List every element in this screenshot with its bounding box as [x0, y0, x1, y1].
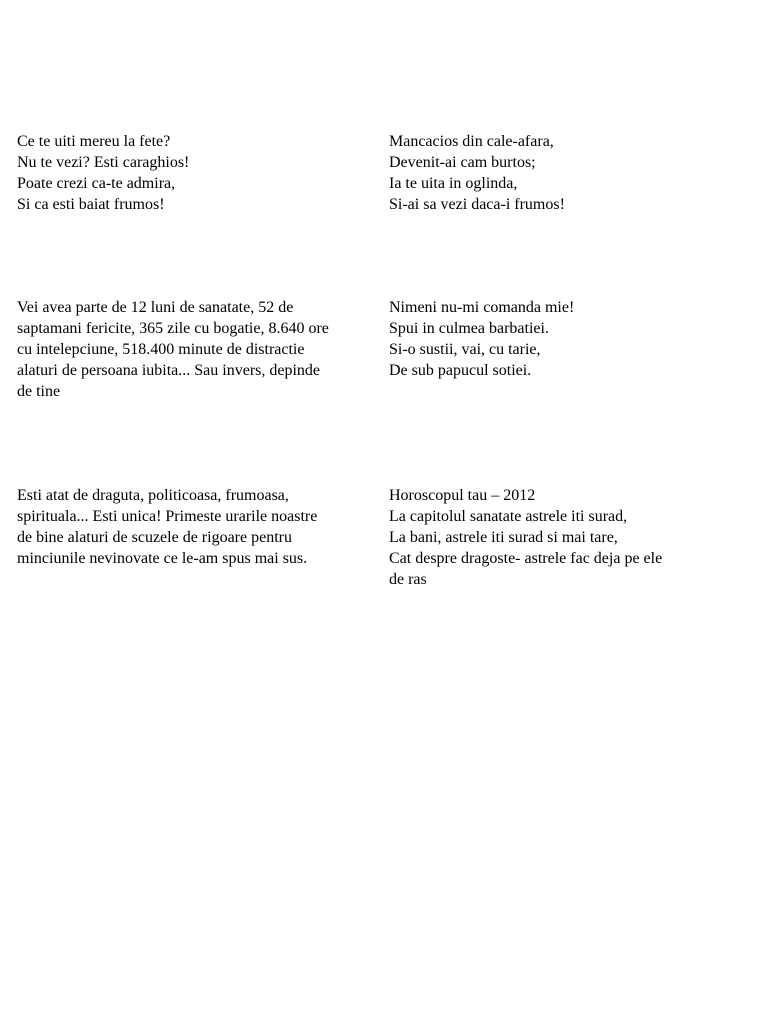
poem-card-4	[389, 297, 719, 381]
poem-card-4-line-3: Si-o sustii, vai, cu tarie,	[389, 341, 541, 358]
wish-card-5-line-2: spirituala... Esti unica! Primeste urarile noastre	[17, 508, 318, 525]
poem-card-1-line-1: Ce te uiti mereu la fete?	[17, 133, 171, 150]
poem-card-1-line-2: Nu te vezi? Esti caraghios!	[17, 154, 190, 171]
poem-card-4-line-2: Spui in culmea barbatiei.	[389, 320, 549, 337]
horoscope-card-6-line-1: Horoscopul tau – 2012	[389, 487, 536, 504]
wish-card-3-line-3: cu intelepciune, 518.400 minute de distractie	[17, 341, 305, 358]
poem-card-1	[17, 131, 377, 215]
horoscope-card-6-line-2: La capitolul sanatate astrele iti surad,	[389, 508, 628, 525]
poem-card-2	[389, 131, 719, 215]
wish-card-5-line-1: Esti atat de draguta, politicoasa, frumoasa,	[17, 487, 289, 504]
poem-card-1-line-3: Poate crezi ca-te admira,	[17, 175, 176, 192]
horoscope-card-6	[389, 485, 719, 590]
poem-card-4-line-4: De sub papucul sotiei.	[389, 362, 532, 379]
horoscope-card-6-line-4: Cat despre dragoste- astrele fac deja pe ele	[389, 550, 663, 567]
wish-card-3-line-5: de tine	[17, 383, 61, 400]
poem-card-2-line-4: Si-ai sa vezi daca-i frumos!	[389, 196, 565, 213]
wish-card-3	[17, 297, 377, 402]
poem-card-2-line-1: Mancacios din cale-afara,	[389, 133, 554, 150]
wish-card-5-line-3: de bine alaturi de scuzele de rigoare pentru	[17, 529, 292, 546]
poem-card-1-line-4: Si ca esti baiat frumos!	[17, 196, 165, 213]
poem-card-4-line-1: Nimeni nu-mi comanda mie!	[389, 299, 575, 316]
horoscope-card-6-line-5: de ras	[389, 571, 427, 588]
poem-card-2-line-3: Ia te uita in oglinda,	[389, 175, 518, 192]
wish-card-3-line-4: alaturi de persoana iubita... Sau invers, depinde	[17, 362, 321, 379]
wish-card-5-line-4: minciunile nevinovate ce le-am spus mai sus.	[17, 550, 308, 567]
wish-card-3-line-1: Vei avea parte de 12 luni de sanatate, 52 de	[17, 299, 294, 316]
poem-card-2-line-2: Devenit-ai cam burtos;	[389, 154, 536, 171]
wish-card-5	[17, 485, 377, 569]
horoscope-card-6-line-3: La bani, astrele iti surad si mai tare,	[389, 529, 618, 546]
wish-card-3-line-2: saptamani fericite, 365 zile cu bogatie, 8.640 ore	[17, 320, 329, 337]
